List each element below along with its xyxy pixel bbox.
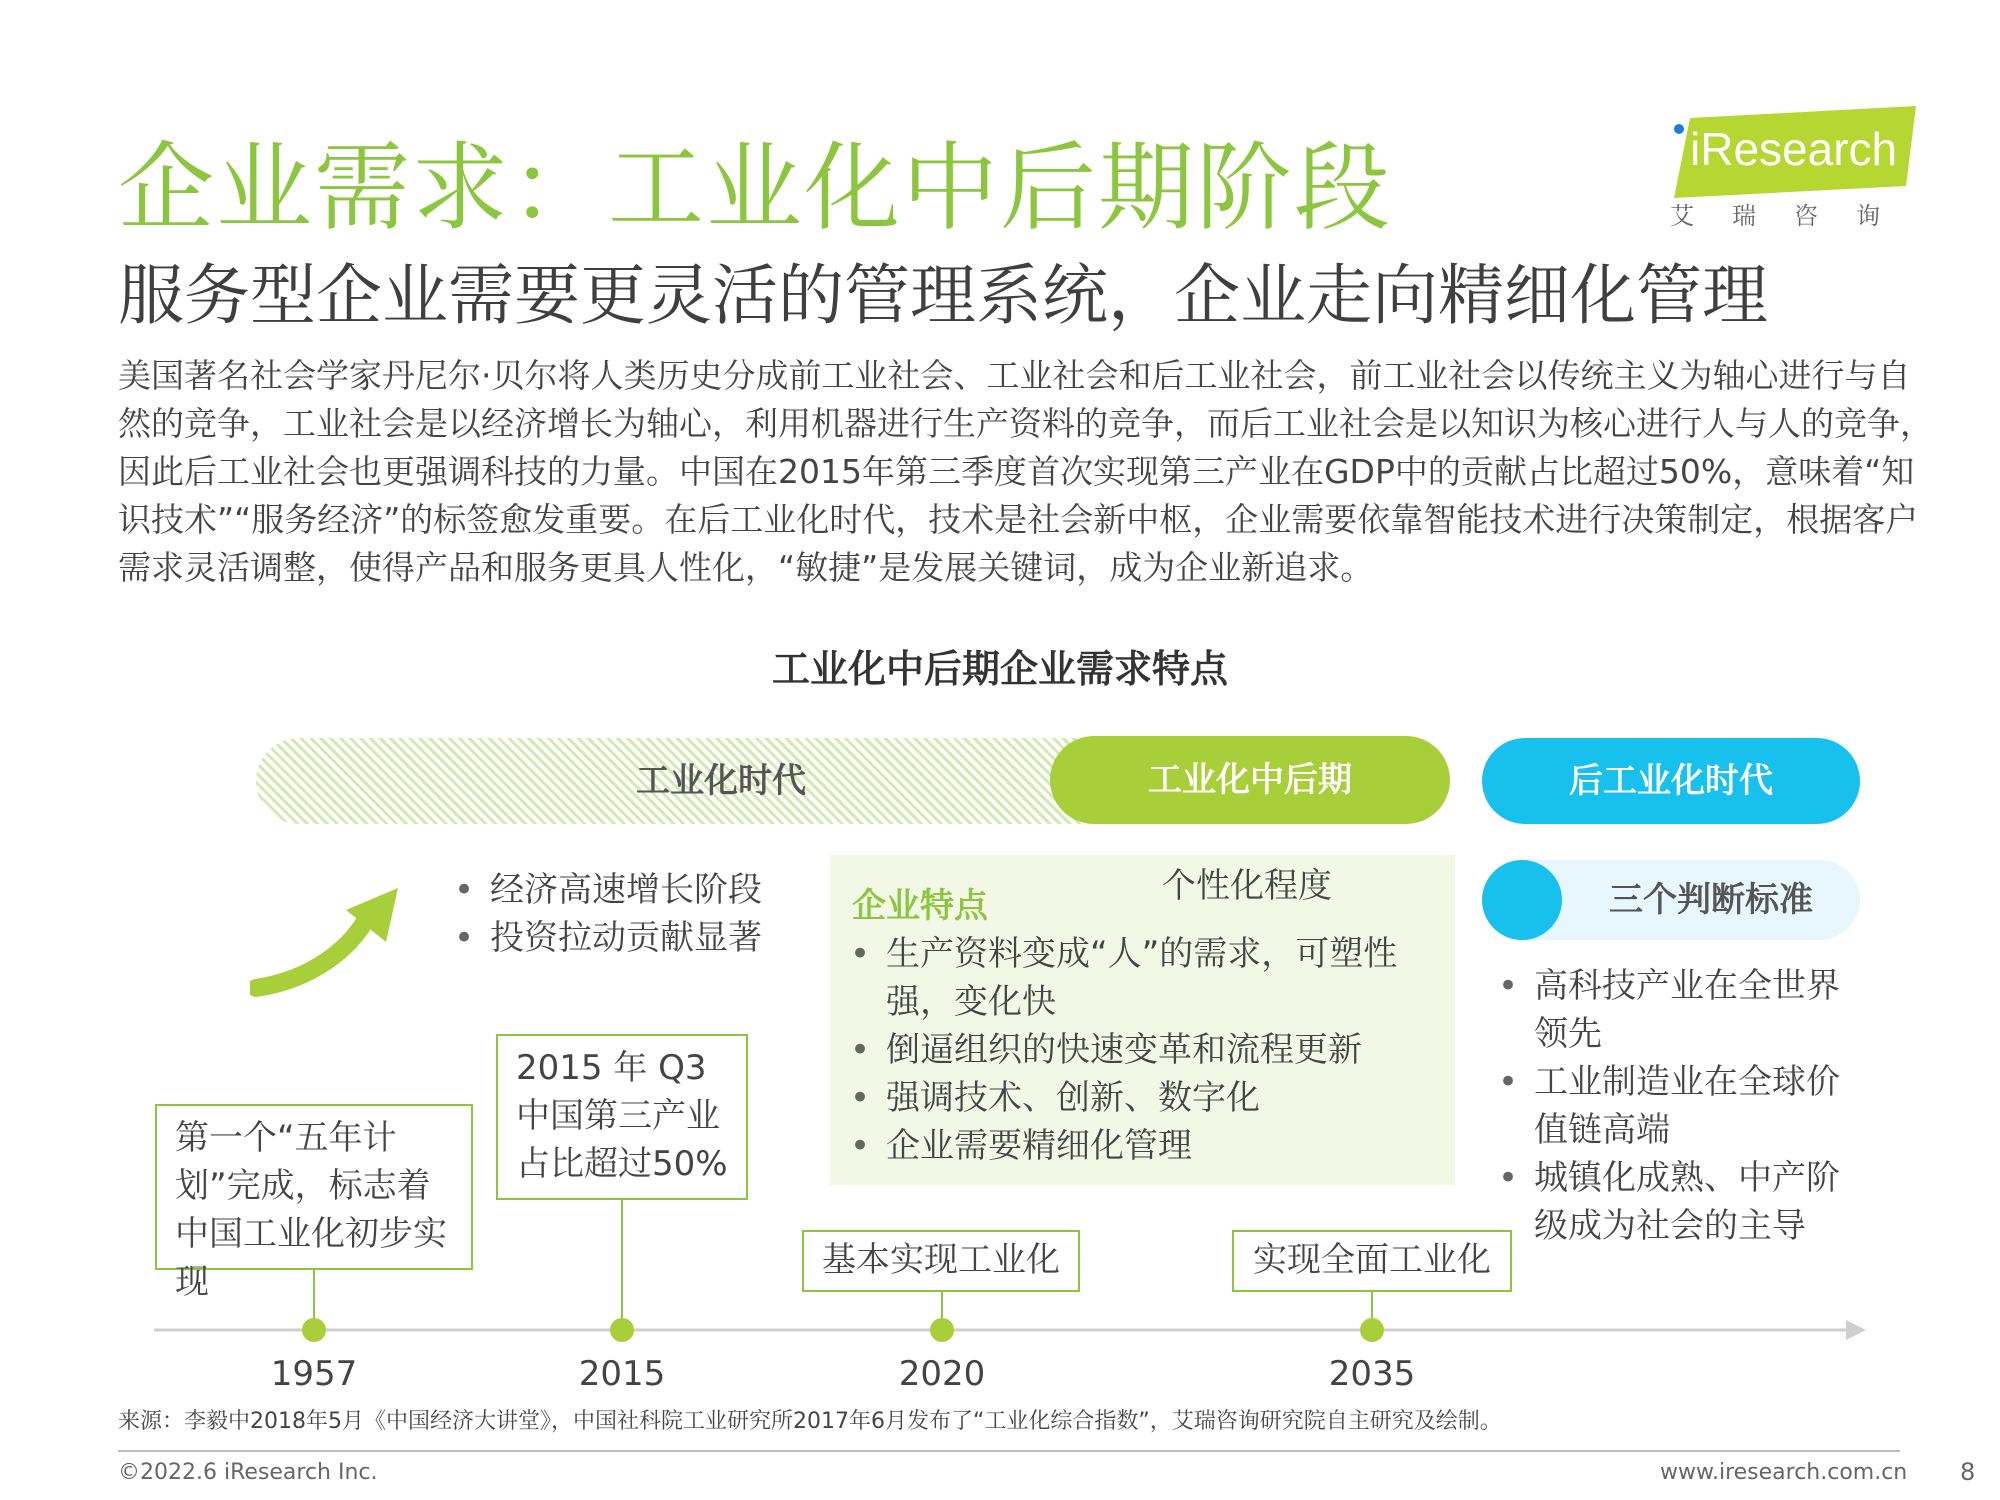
- year-label-1957: 1957: [270, 1354, 358, 1394]
- connector-2015: [621, 1200, 623, 1328]
- criteria-list: [1490, 962, 1870, 1250]
- milestone-box-1957: 第一个“五年计划”完成，标志着中国工业化初步实现: [155, 1104, 473, 1270]
- source-note: 来源：李毅中2018年5月《中国经济大讲堂》，中国社科院工业研究所2017年6月发布了“工业化综合指数”，艾瑞咨询研究院自主研究及绘制。: [118, 1409, 1502, 1434]
- year-label-2020: 2020: [898, 1354, 986, 1394]
- criteria-title: 三个判断标准: [1609, 880, 1813, 920]
- personalization-label: 个性化程度: [1162, 866, 1332, 906]
- timeline-dot-2035: [1360, 1318, 1384, 1342]
- list-item: • 经济高速增长阶段: [446, 866, 762, 914]
- growth-arrow-icon: [250, 880, 410, 1000]
- logo-dot-icon: [1674, 124, 1684, 134]
- early-stage-list: [446, 866, 762, 962]
- website-link[interactable]: www.iresearch.com.cn: [1660, 1460, 1908, 1485]
- intro-paragraph: 美国著名社会学家丹尼尔·贝尔将人类历史分成前工业社会、工业社会和后工业社会，前工业社会以传统主义为轴心进行与自然的竞争，工业社会是以经济增长为轴心，利用机器进行生产资料的竞争，而后工业社会是以知识为核心进行人与人的竞争，因此后工业社会也更强调科技的力量。中国在2015年第三季度首次实现第三产业在GDP中的贡献占比超过50%，意味着“知识技术”“服务经济”的标签愈发重要。在后工业化时代，技术是社会新中枢，企业需要依靠智能技术进行决策制定，根据客户需求灵活调整，使得产品和服务更具人性化，“敏捷”是发展关键词，成为企业新追求。: [118, 356, 1933, 587]
- timeline-dot-2020: [930, 1318, 954, 1342]
- year-label-2015: 2015: [578, 1354, 666, 1394]
- copyright: ©2022.6 iResearch Inc.: [118, 1460, 378, 1485]
- criteria-dot-icon: [1482, 860, 1562, 940]
- timeline-dot-2015: [610, 1318, 634, 1342]
- list-item: • 企业需要精细化管理: [842, 1122, 1432, 1170]
- timeline-axis: [150, 1316, 1870, 1344]
- industrial-era-label: 工业化时代: [636, 761, 806, 801]
- list-item: • 高科技产业在全世界领先: [1490, 962, 1870, 1058]
- footer-divider: [118, 1450, 1900, 1452]
- year-label-2035: 2035: [1328, 1354, 1416, 1394]
- list-item: • 倒逼组织的快速变革和流程更新: [842, 1026, 1432, 1074]
- logo-subtitle: 艾瑞咨询: [1670, 202, 1918, 230]
- page-number: 8: [1960, 1458, 1976, 1486]
- list-item: • 城镇化成熟、中产阶级成为社会的主导: [1490, 1154, 1870, 1250]
- page-title: 企业需求：工业化中后期阶段: [118, 132, 1392, 244]
- features-title: 企业特点: [852, 886, 988, 926]
- chart-title: 工业化中后期企业需求特点: [771, 647, 1228, 691]
- list-item: • 工业制造业在全球价值链高端: [1490, 1058, 1870, 1154]
- list-item: • 投资拉动贡献显著: [446, 914, 762, 962]
- milestone-box-2035: 实现全面工业化: [1232, 1230, 1512, 1292]
- post-industrial-bar: 后工业化时代: [1482, 738, 1860, 824]
- list-item: • 强调技术、创新、数字化: [842, 1074, 1432, 1122]
- features-list: [842, 930, 1432, 1170]
- timeline-dot-1957: [302, 1318, 326, 1342]
- list-item: • 生产资料变成“人”的需求，可塑性强，变化快: [842, 930, 1432, 1026]
- logo-text: iResearch: [1690, 123, 1898, 175]
- milestone-box-2020: 基本实现工业化: [802, 1230, 1080, 1292]
- milestone-box-2015: 2015 年 Q3 中国第三产业占比超过50%: [496, 1034, 748, 1200]
- late-industrial-bar: 工业化中后期: [1050, 736, 1450, 824]
- page-subtitle: 服务型企业需要更灵活的管理系统，企业走向精细化管理: [118, 257, 1768, 334]
